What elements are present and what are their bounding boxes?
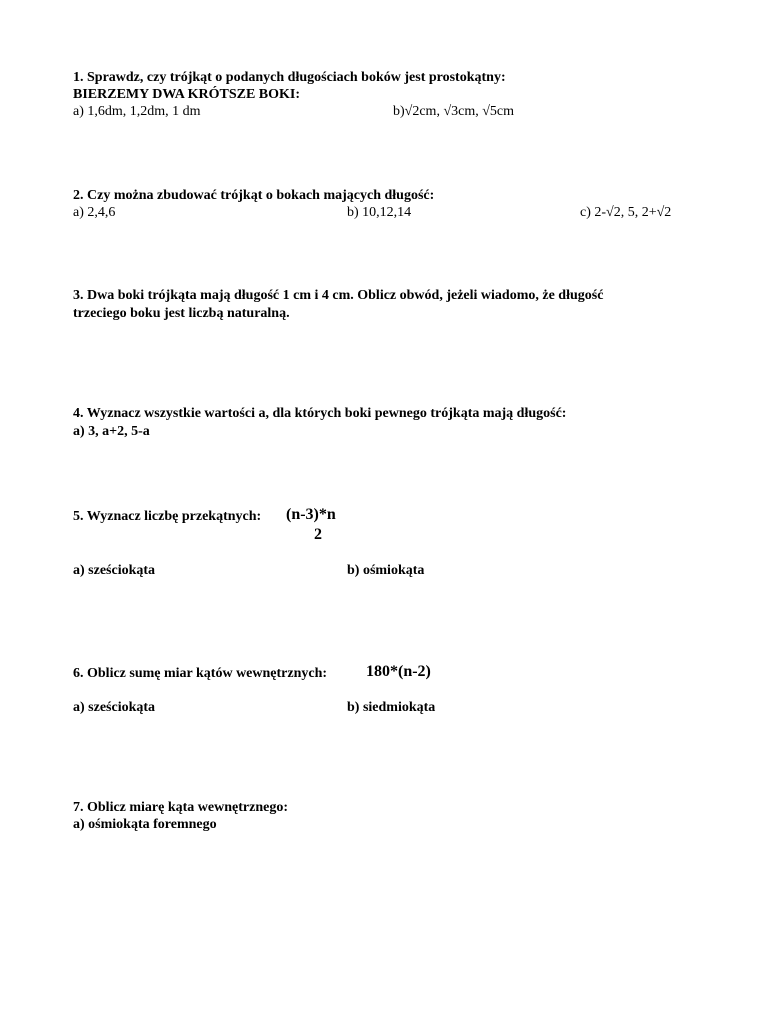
q6-option-a: a) sześciokąta xyxy=(73,700,156,715)
q6-formula: 180*(n-2) xyxy=(366,663,431,680)
q2-option-c: c) 2-√2, 5, 2+√2 xyxy=(580,205,672,220)
q5-formula-denominator: 2 xyxy=(314,526,322,543)
q2-option-a: a) 2,4,6 xyxy=(73,205,116,220)
q5-formula-numerator: (n-3)*n xyxy=(286,506,336,523)
q1-note: BIERZEMY DWA KRÓTSZE BOKI: xyxy=(73,87,301,102)
q5-option-a: a) sześciokąta xyxy=(73,563,156,578)
q6-option-b: b) siedmiokąta xyxy=(347,700,436,715)
q6-title: 6. Oblicz sumę miar kątów wewnętrznych: xyxy=(73,666,328,681)
q1-option-b: b)√2cm, √3cm, √5cm xyxy=(393,104,515,119)
q2-title: 2. Czy można zbudować trójkąt o bokach mających długość: xyxy=(73,188,435,203)
q4-option-a: a) 3, a+2, 5-a xyxy=(73,424,150,439)
q7-option-a: a) ośmiokąta foremnego xyxy=(73,817,217,832)
q5-option-b: b) ośmiokąta xyxy=(347,563,425,578)
q1-option-a: a) 1,6dm, 1,2dm, 1 dm xyxy=(73,104,201,119)
q2-option-b: b) 10,12,14 xyxy=(347,205,412,220)
q3-line2: trzeciego boku jest liczbą naturalną. xyxy=(73,306,290,321)
q1-title: 1. Sprawdz, czy trójkąt o podanych długościach boków jest prostokątny: xyxy=(73,70,506,85)
q5-title: 5. Wyznacz liczbę przekątnych: xyxy=(73,509,262,524)
q7-title: 7. Oblicz miarę kąta wewnętrznego: xyxy=(73,800,288,815)
q3-line1: 3. Dwa boki trójkąta mają długość 1 cm i 4 cm. Oblicz obwód, jeżeli wiadomo, że długość xyxy=(73,288,604,303)
q4-title: 4. Wyznacz wszystkie wartości a, dla których boki pewnego trójkąta mają długość: xyxy=(73,406,567,421)
